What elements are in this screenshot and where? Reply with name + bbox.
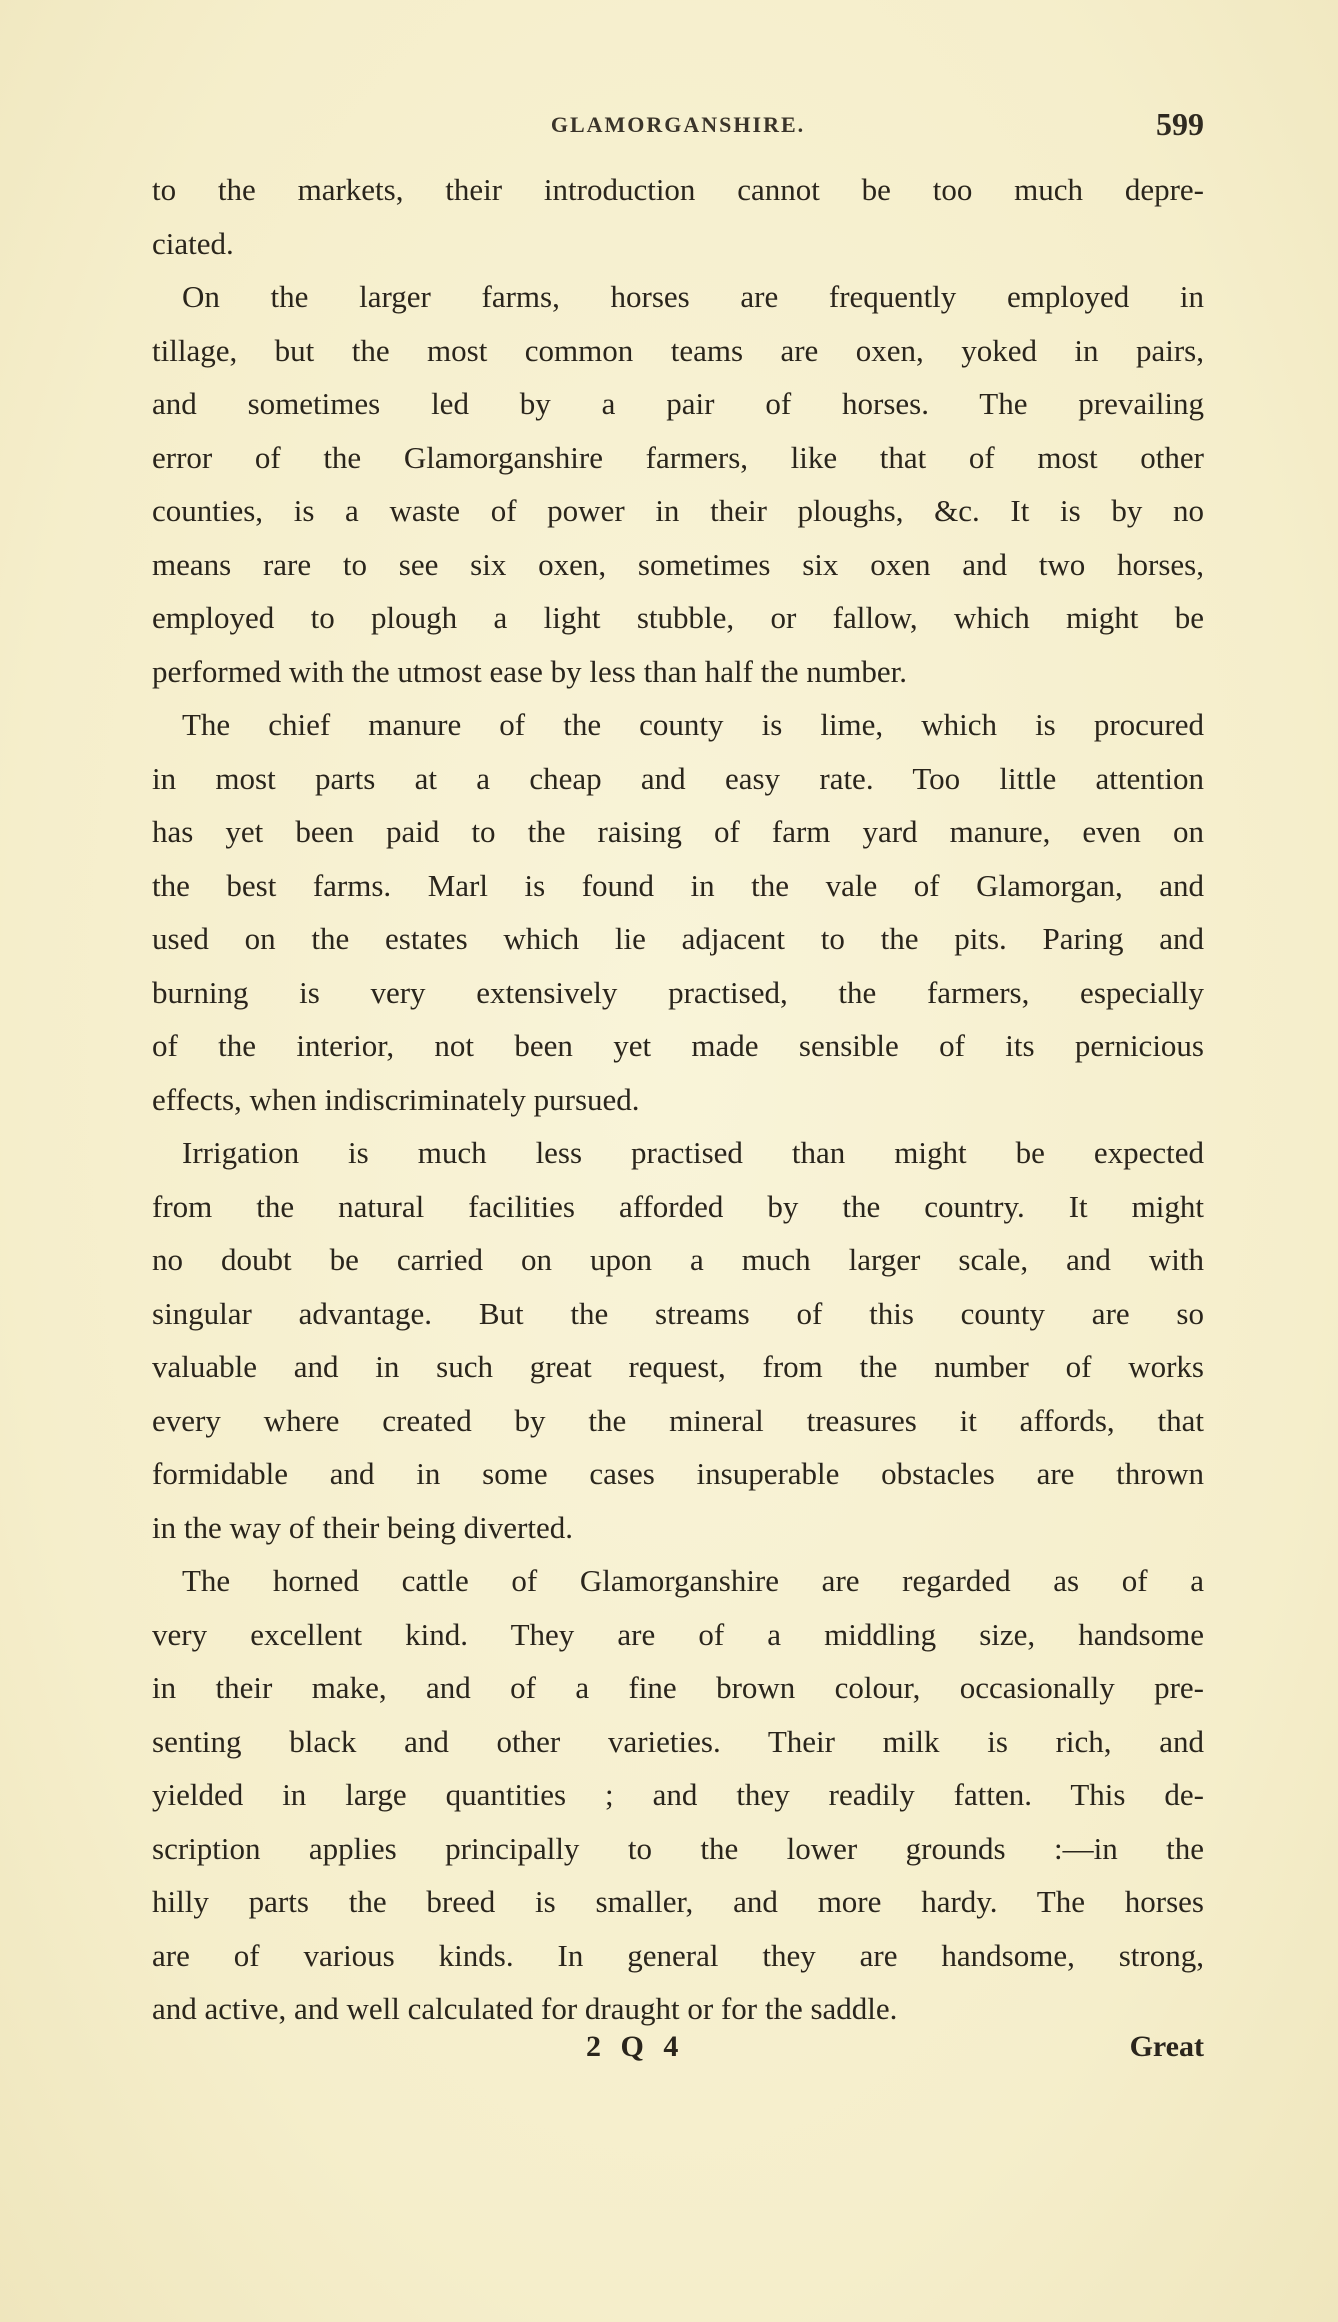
text-line: no doubt be carried on upon a much larger scale, and with: [152, 1242, 1204, 1277]
paragraph: [152, 163, 1204, 270]
text-line: of the interior, not been yet made sensible of its pernicious: [152, 1028, 1204, 1063]
text-line: every where created by the mineral treasures it affords, that: [152, 1402, 1204, 1438]
running-title: GLAMORGANSHIRE.: [550, 112, 806, 137]
text-line: Irrigation is much less practised than might be expected: [182, 1135, 1204, 1170]
text-line: scription applies principally to the lower grounds :—in the: [152, 1830, 1204, 1866]
text-line: burning is very extensively practised, the farmers, especially: [152, 974, 1204, 1010]
text-line: and sometimes led by a pair of horses. The prevailing: [152, 386, 1204, 421]
text-line: used on the estates which lie adjacent to the pits. Paring and: [152, 921, 1204, 956]
text-line: On the larger farms, horses are frequently employed in: [182, 279, 1204, 314]
text-line: ciated.: [152, 225, 234, 261]
text-line: in most parts at a cheap and easy rate. Too little attention: [152, 760, 1204, 796]
text-line: are of various kinds. In general they are handsome, strong,: [152, 1937, 1204, 1973]
text-line: formidable and in some cases insuperable obstacles are thrown: [152, 1456, 1204, 1491]
text-line: tillage, but the most common teams are oxen, yoked in pairs,: [152, 332, 1204, 368]
body-text: [152, 163, 1204, 2036]
paragraph: [152, 1126, 1204, 1554]
text-line: hilly parts the breed is smaller, and more hardy. The horses: [152, 1884, 1204, 1919]
text-line: senting black and other varieties. Their milk is rich, and: [152, 1723, 1204, 1759]
text-line: employed to plough a light stubble, or fallow, which might be: [152, 600, 1204, 635]
text-line: in their make, and of a fine brown colour, occasionally pre-: [152, 1670, 1204, 1705]
text-line: very excellent kind. They are of a middling size, handsome: [152, 1616, 1204, 1652]
text-line: means rare to see six oxen, sometimes six oxen and two horses,: [152, 546, 1204, 582]
paragraph: [152, 270, 1204, 698]
page-number: 599: [1156, 106, 1204, 142]
text-line: The horned cattle of Glamorganshire are regarded as of a: [182, 1563, 1204, 1598]
text-line: in the way of their being diverted.: [152, 1509, 573, 1545]
paragraph: [152, 698, 1204, 1126]
signature-mark: 2 Q 4: [586, 2030, 685, 2063]
page-footer: [152, 2030, 1204, 2080]
catchword: Great: [1129, 2030, 1204, 2063]
text-line: singular advantage. But the streams of this county are so: [152, 1295, 1204, 1331]
text-line: counties, is a waste of power in their ploughs, &c. It is by no: [152, 493, 1204, 528]
text-line: valuable and in such great request, from the number of works: [152, 1349, 1204, 1384]
text-line: from the natural facilities afforded by the country. It might: [152, 1188, 1204, 1224]
paragraph: [152, 1554, 1204, 2036]
text-line: yielded in large quantities ; and they readily fatten. This de-: [152, 1777, 1204, 1812]
text-line: the best farms. Marl is found in the vale of Glamorgan, and: [152, 867, 1204, 903]
text-line: to the markets, their introduction cannot be too much depre-: [152, 172, 1204, 207]
text-line: The chief manure of the county is lime, which is procured: [182, 707, 1204, 742]
text-line: error of the Glamorganshire farmers, like that of most other: [152, 439, 1204, 475]
text-line: performed with the utmost ease by less than half the number.: [152, 653, 908, 689]
text-line: effects, when indiscriminately pursued.: [152, 1081, 640, 1117]
text-line: has yet been paid to the raising of farm yard manure, even on: [152, 814, 1204, 849]
text-line: and active, and well calculated for draught or for the saddle.: [152, 1991, 898, 2026]
page-header: [152, 106, 1204, 152]
